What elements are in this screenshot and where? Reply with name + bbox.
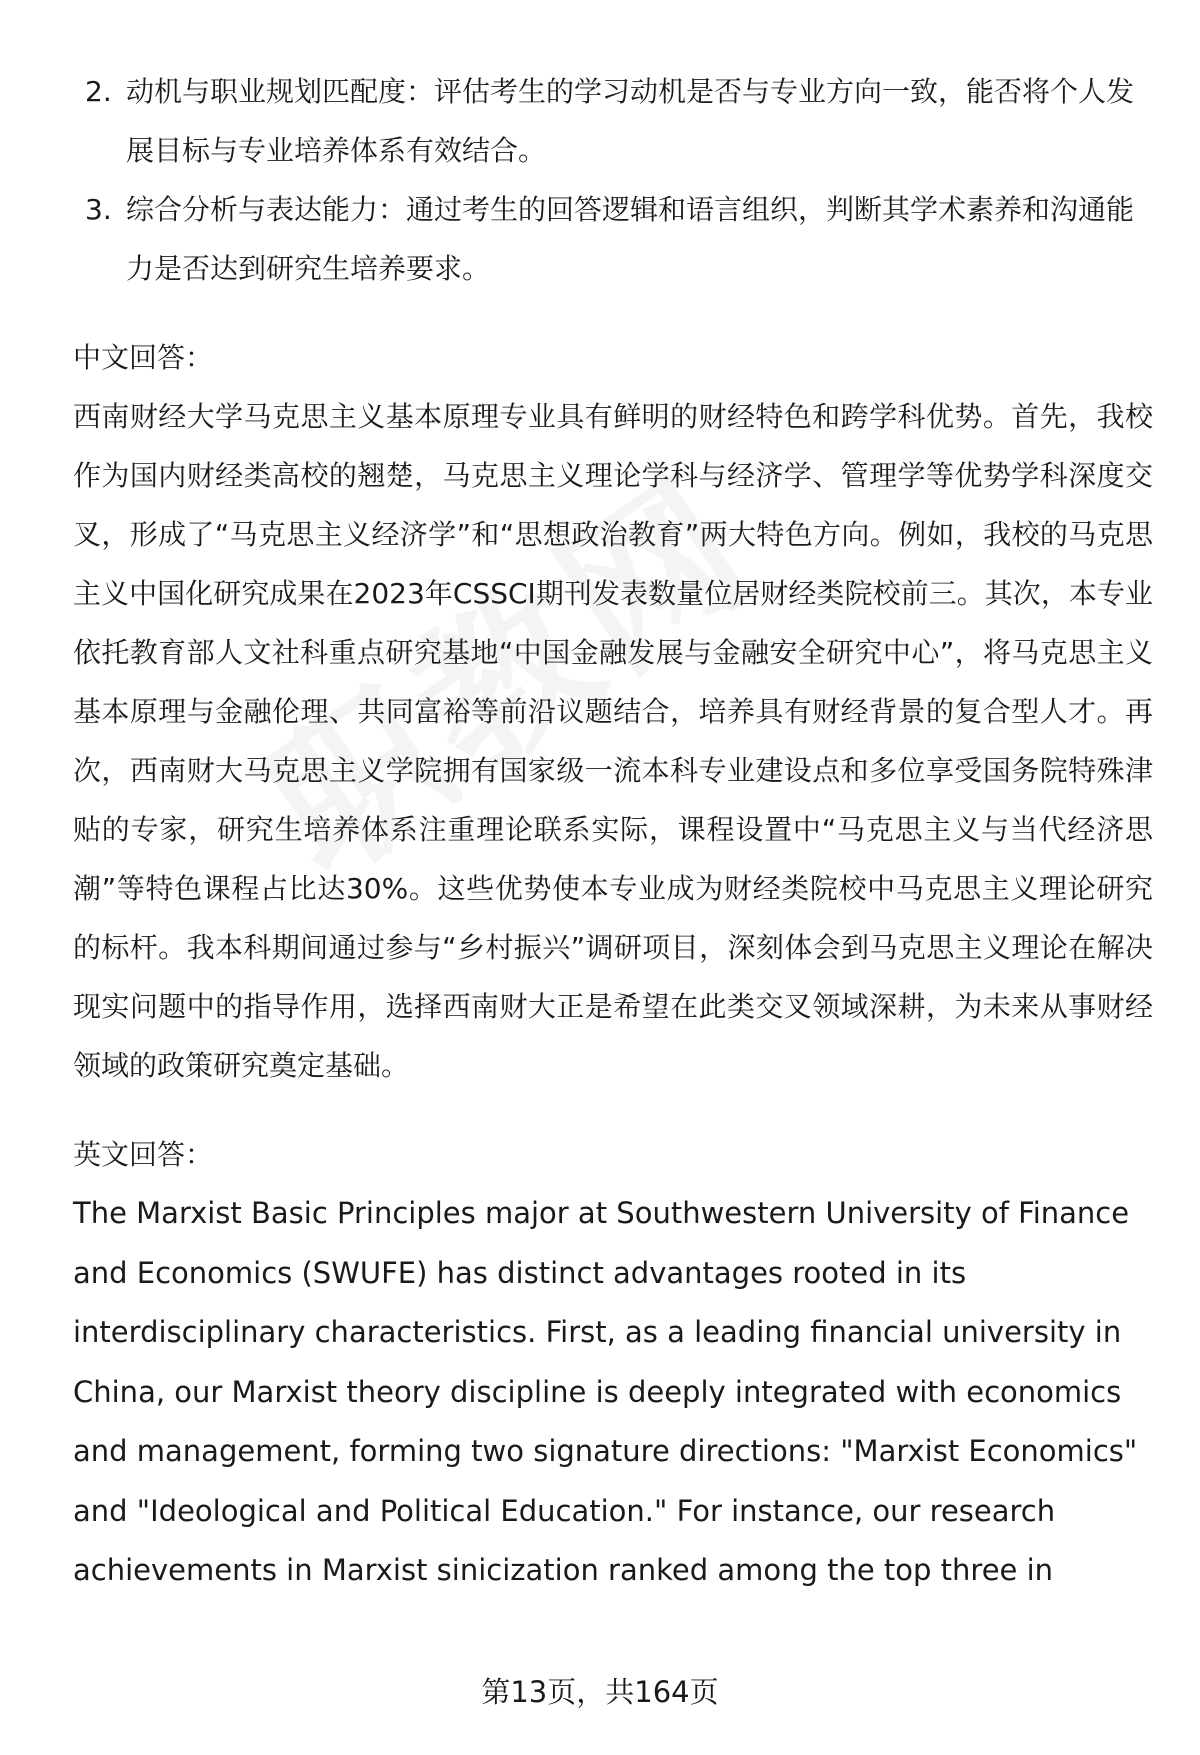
list-item (73, 180, 1153, 298)
list-item-number: 2. (85, 75, 112, 108)
list-item-text: 综合分析与表达能力：通过考生的回答逻辑和语言组织，判断其学术素养和沟通能力是否达到研究生培养要求。 (126, 193, 1135, 285)
en-answer-heading: 英文回答： (73, 1138, 214, 1171)
page-number: 第13页，共164页 (481, 1675, 719, 1709)
list-item-text: 动机与职业规划匹配度：评估考生的学习动机是否与专业方向一致，能否将个人发展目标与专业培养体系有效结合。 (126, 75, 1135, 167)
cn-answer-heading: 中文回答： (73, 341, 214, 374)
cn-answer-body: 西南财经大学马克思主义基本原理专业具有鲜明的财经特色和跨学科优势。首先，我校作为国内财经类高校的翘楚，马克思主义理论学科与经济学、管理学等优势学科深度交叉，形成了“马克思主义经济学”和“思想政治教育”两大特色方向。例如，我校的马克思主义中国化研究成果在2023年CSSCI期刊发表数量位居财经类院校前三。其次，本专业依托教育部人文社科重点研究基地“中国金融发展与金融安全研究中心”，将马克思主义基本原理与金融伦理、共同富裕等前沿议题结合，培养具有财经背景的复合型人才。再次，西南财大马克思主义学院拥有国家级一流本科专业建设点和多位享受国务院特殊津贴的专家，研究生培养体系注重理论联系实际，课程设置中“马克思主义与当代经济思潮”等特色课程占比达30%。这些优势使本专业成为财经类院校中马克思主义理论研究的标杆。我本科期间通过参与“乡村振兴”调研项目，深刻体会到马克思主义理论在解决现实问题中的指导作用，选择西南财大正是希望在此类交叉领域深耕，为未来从事财经领域的政策研究奠定基础。 (73, 400, 1153, 1082)
en-answer-body: The Marxist Basic Principles major at Southwestern University of Finance and Economics (SWUFE) has distinct advantages rooted in its interdisciplinary characteristics. First, as a leading financial university in China, our Marxist theory discipline is deeply integrated with economics and management, forming two signature directions: "Marxist Economics" and "Ideological and Political Education." For instance, our research achievements in Marxist sinicization ranked among the top three in (73, 1196, 1138, 1587)
list-item-number: 3. (85, 193, 112, 226)
page-content (73, 62, 1153, 1601)
list-item (73, 62, 1153, 180)
